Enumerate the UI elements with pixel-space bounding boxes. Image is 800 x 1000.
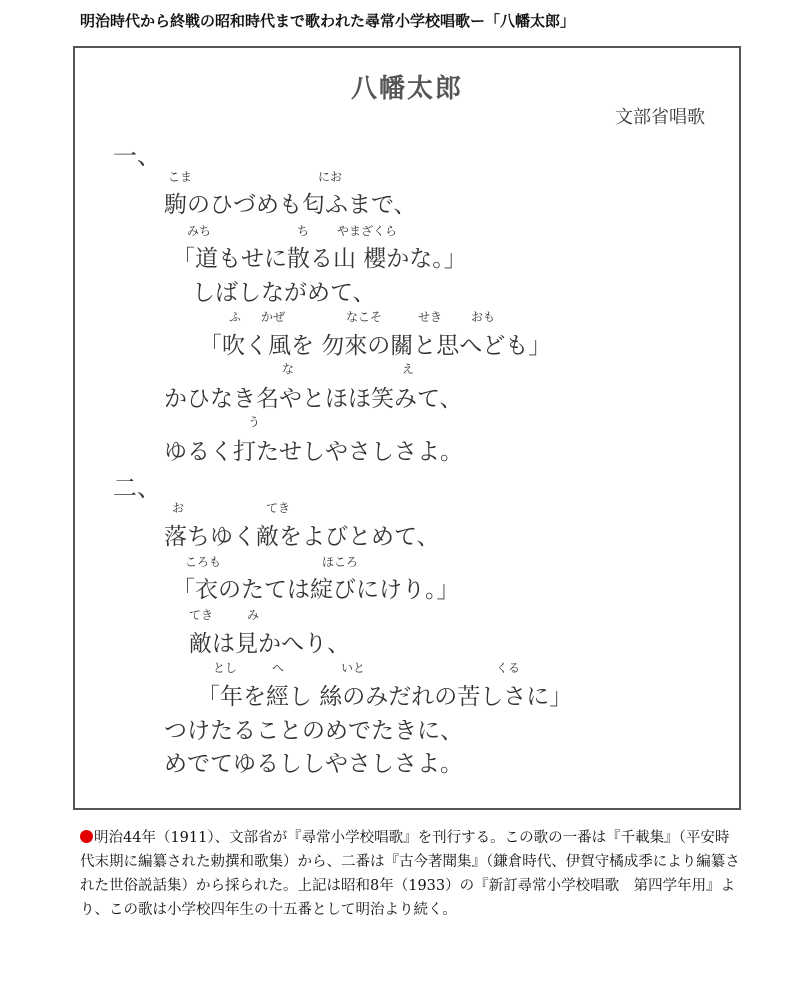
lyric-line: かひなき名やとほほ笑みて、 [164, 386, 463, 412]
ruby-text: くる [496, 661, 521, 675]
red-bullet-icon [80, 830, 93, 843]
ruby-text: お [172, 501, 185, 515]
lyric-line: 「年を經し 絲のみだれの苦しさに」 [197, 684, 573, 710]
ruby-text: てき [189, 608, 214, 622]
ruby-text: み [247, 608, 260, 622]
lyric-line: 「衣のたては綻びにけり。」 [172, 577, 460, 603]
ruby-text: ち [297, 224, 310, 238]
ruby-text: ふ [229, 310, 242, 324]
ruby-text: う [248, 415, 261, 429]
song-box [73, 46, 741, 810]
stanza-number-2: 二、 [113, 474, 161, 502]
ruby-text: やまざくら [337, 224, 398, 238]
lyric-line: 駒のひづめも匂ふまで、 [164, 192, 417, 218]
explanatory-note [80, 826, 742, 922]
lyric-line: つけたることのめでたきに、 [164, 718, 463, 744]
song-title: 八幡太郎 [350, 74, 463, 104]
ruby-text: みち [187, 224, 212, 238]
ruby-text: ほころ [322, 555, 359, 569]
lyric-line: 「道もせに散る山 櫻かな。」 [172, 246, 467, 272]
ruby-text: な [282, 362, 295, 376]
ruby-text: おも [471, 310, 496, 324]
ruby-text: なこそ [346, 310, 383, 324]
note-text: 明治44年（1911）、文部省が『尋常小学校唱歌』を刊行する。この歌の一番は『千載集』（平安時代末期に編纂された勅撰和歌集）から、二番は『古今著聞集』（鎌倉時代、伊賀守橘成季により編纂された世俗説話集）から採られた。上記は昭和8年（1933）の『新訂尋常小学校唱歌 第四学年用』より、この歌は小学校四年生の十五番として明治より続く。 [80, 830, 740, 918]
lyric-line: 敵は見かへり、 [189, 631, 350, 657]
lyric-line: 落ちゆく敵をよびとめて、 [164, 524, 440, 550]
lyric-line: めでてゆるししやさしさよ。 [164, 751, 463, 777]
ruby-text: へ [272, 661, 285, 675]
ruby-text: てき [266, 501, 291, 515]
lyric-line: ゆるく打たせしやさしさよ。 [164, 439, 463, 465]
ruby-text: こま [168, 170, 193, 184]
song-attribution: 文部省唱歌 [615, 107, 705, 128]
ruby-text: せき [418, 310, 443, 324]
stanza-number-1: 一、 [113, 142, 161, 170]
lyric-line: しばしながめて、 [192, 280, 376, 306]
ruby-text: ころも [185, 555, 222, 569]
page-header: 明治時代から終戦の昭和時代まで歌われた尋常小学校唱歌ー「八幡太郎」 [80, 12, 576, 30]
lyric-line: 「吹く風を 勿來の關と思へども」 [199, 333, 552, 359]
ruby-text: にお [318, 170, 343, 184]
ruby-text: かぜ [261, 310, 286, 324]
ruby-text: いと [341, 661, 366, 675]
ruby-text: とし [213, 661, 238, 675]
ruby-text: え [402, 362, 415, 376]
